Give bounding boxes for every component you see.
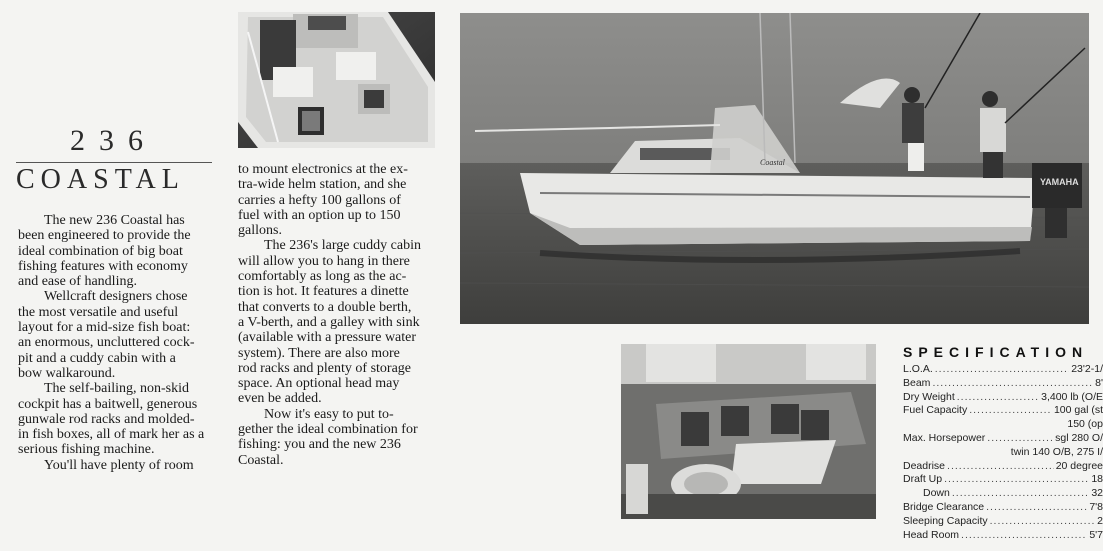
spec-row-dry-weight (903, 391, 1103, 405)
spec-label: Draft Up (903, 473, 943, 486)
text-line: The self-bailing, non-skid (44, 381, 190, 397)
spec-leader-dots (952, 487, 1089, 501)
spec-row-draft-up (903, 473, 1103, 487)
spec-leader-dots (944, 473, 1089, 487)
text-line: gallons. (238, 223, 282, 239)
text-line: to mount electronics at the ex- (238, 162, 408, 177)
text-line: Wellcraft designers chose (44, 289, 188, 305)
text-line: fishing features with economy (18, 258, 188, 274)
text-line: in fish boxes, all of mark her as a (18, 427, 205, 443)
body-column-1 (18, 213, 214, 473)
spec-row-sleeping-capacity (903, 515, 1103, 529)
text-line: The 236's large cuddy cabin (264, 238, 421, 254)
spec-value: 5'7 (1089, 528, 1103, 541)
spec-row-bridge-clearance (903, 501, 1103, 515)
spec-leader-dots (935, 363, 1069, 377)
spec-leader-dots (986, 501, 1087, 515)
cockpit-overhead-photo (238, 12, 435, 148)
text-line: fuel with an option up to 150 (238, 207, 401, 223)
spec-value: 20 degree (1055, 459, 1103, 472)
text-line: pit and a cuddy cabin with a (18, 350, 176, 366)
spec-label: Deadrise (903, 459, 946, 472)
spec-label: L.O.A. (903, 363, 933, 375)
text-line: and ease of handling. (18, 274, 137, 290)
spec-row-loa (903, 363, 1103, 377)
text-line: Coastal. (238, 452, 284, 468)
text-line: You'll have plenty of room (44, 457, 194, 473)
text-line: space. An optional head may (238, 376, 400, 392)
text-line: tion is hot. It features a dinette (238, 284, 409, 300)
text-line: comfortably as long as the ac- (238, 269, 407, 285)
spec-row-draft-down (903, 487, 1103, 501)
cabin-interior-photo (621, 344, 876, 519)
hull-logo-label: Coastal (760, 158, 785, 167)
text-line: that converts to a double berth, (238, 299, 412, 315)
text-line: The new 236 Coastal has (44, 213, 185, 228)
boat-photo-graphic (460, 13, 1089, 324)
text-line: rod racks and plenty of storage (238, 360, 411, 376)
text-line: carries a hefty 100 gallons of (238, 192, 401, 208)
text-line: a V-berth, and a galley with sink (238, 314, 420, 330)
spec-row-head-room (903, 529, 1103, 543)
spec-value: 100 gal (st (1053, 404, 1103, 417)
text-line: serious fishing machine. (18, 442, 155, 458)
spec-label: Fuel Capacity (903, 404, 968, 417)
spec-label: Beam (903, 376, 931, 389)
text-line: layout for a mid-size fish boat: (18, 320, 191, 336)
text-line: bow walkaround. (18, 365, 116, 381)
cabin-photo-graphic (621, 344, 876, 519)
spec-value: 32 (1091, 487, 1103, 500)
spec-leader-dots (932, 377, 1093, 391)
spec-leader-dots (957, 391, 1039, 405)
spec-value: 3,400 lb (O/E (1041, 390, 1103, 403)
text-line: the most versatile and useful (18, 304, 179, 320)
text-line: been engineered to provide the (18, 228, 191, 244)
spec-leader-dots (961, 529, 1087, 543)
cockpit-photo-graphic (238, 12, 435, 148)
spec-label: Max. Horsepower (903, 431, 986, 444)
text-line: system). There are also more (238, 345, 400, 361)
spec-continuation: 150 (op (1067, 418, 1103, 431)
spec-label: Sleeping Capacity (903, 514, 988, 527)
spec-row-beam (903, 377, 1103, 391)
spec-value: sgl 280 O/ (1055, 431, 1103, 444)
spec-value: 18 (1091, 473, 1103, 486)
engine-brand-label: YAMAHA (1040, 177, 1079, 187)
spec-value: 8' (1095, 376, 1103, 389)
text-line: gether the ideal combination for (238, 422, 418, 438)
body-column-2 (238, 162, 438, 468)
specifications-heading: SPECIFICATION (903, 344, 1089, 360)
spec-leader-dots (947, 460, 1054, 474)
text-line: even be added. (238, 391, 322, 407)
spec-leader-dots (969, 404, 1052, 418)
spec-label: Head Room (903, 528, 960, 541)
boat-action-photo (460, 13, 1089, 324)
model-number: 236 (70, 124, 157, 157)
model-name: COASTAL (16, 164, 185, 195)
spec-label: Dry Weight (903, 390, 955, 403)
spec-value: 23'2-1/ (1071, 363, 1103, 375)
text-line: ideal combination of big boat (18, 243, 183, 259)
text-line: an enormous, uncluttered cock- (18, 335, 195, 351)
text-line: Now it's easy to put to- (264, 406, 394, 422)
text-line: (available with a pressure water (238, 330, 417, 346)
title-divider (16, 162, 212, 163)
spec-row-max-horsepower (903, 432, 1103, 446)
spec-row-deadrise (903, 460, 1103, 474)
spec-continuation: twin 140 O/B, 275 I/ (1010, 445, 1103, 458)
spec-leader-dots (987, 432, 1053, 446)
spec-label: Down (923, 487, 950, 500)
text-line: will allow you to hang in there (238, 253, 410, 269)
text-line: gunwale rod racks and molded- (18, 411, 195, 427)
text-line: fishing: you and the new 236 (238, 437, 401, 453)
text-line: cockpit has a baitwell, generous (18, 396, 198, 412)
text-line: tra-wide helm station, and she (238, 177, 407, 193)
spec-label: Bridge Clearance (903, 500, 985, 513)
spec-value: 7'8 (1089, 500, 1103, 513)
specifications-panel (903, 344, 1103, 542)
spec-leader-dots (990, 515, 1096, 529)
spec-row-fuel-capacity (903, 404, 1103, 418)
spec-value: 2 (1097, 514, 1103, 527)
